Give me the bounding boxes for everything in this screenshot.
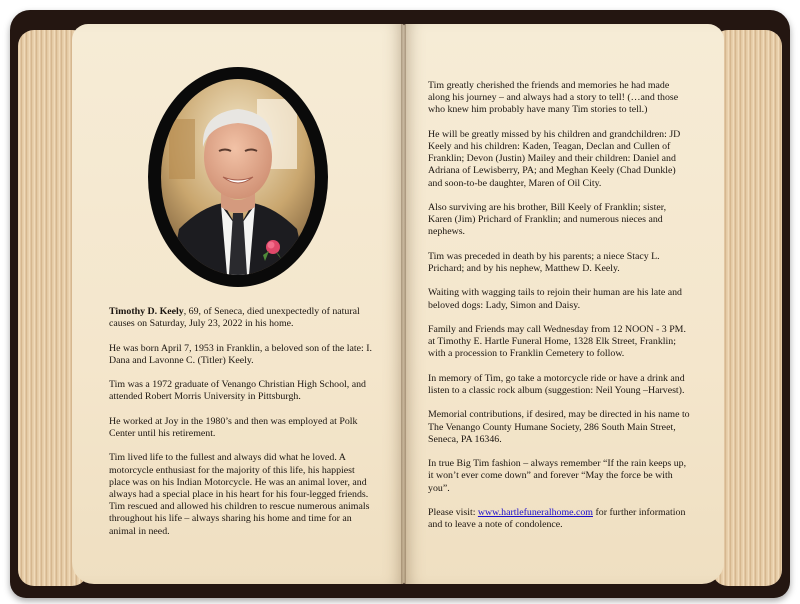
visit-suffix: for further information and to leave a note of condolence.: [428, 506, 686, 531]
visit-prefix: Please visit:: [428, 506, 478, 518]
visitation-paragraph: Family and Friends may call Wednesday from 12 NOON - 3 PM. at Timothy E. Hartle Funeral Home, 1328 Elk Street, Franklin; with a procession to Franklin Cemetery to follow.: [428, 323, 686, 360]
survivors-paragraph: Also surviving are his brother, Bill Keely of Franklin; sister, Karen (Jim) Prichard of Franklin; and numerous nieces and nephews.: [428, 202, 667, 238]
dogs-paragraph: Waiting with wagging tails to rejoin their human are his late and beloved dogs: Lady, Simon and Daisy.: [428, 287, 682, 311]
children-paragraph: He will be greatly missed by his children and grandchildren: JD Keely and his children: Kaden, Teagan, Declan and Cullen of Franklin; Devon (Justin) Mailey and their children: Daniel and Adriana of Lewisberry, PA; and Meghan Keely (Chad Dunkle) and soon-to-be daughter, Maren of Oil City.: [428, 128, 681, 189]
book-spine: [401, 24, 406, 584]
left-column-text: [109, 306, 377, 550]
memory-paragraph: In memory of Tim, go take a motorcycle ride or have a drink and listen to a classic rock album (suggestion: Neil Young –Harvest).: [428, 372, 685, 396]
intro-paragraph: [109, 306, 377, 330]
quote-paragraph: In true Big Tim fashion – always remember “If the rain keeps up, it won’t ever come down” and forever “May the force be with you”.: [428, 458, 687, 494]
employment-paragraph: He worked at Joy in the 1980’s and then was employed at Polk Center until his retirement.: [109, 415, 358, 439]
right-column-text: [428, 80, 690, 544]
contributions-paragraph: Memorial contributions, if desired, may be directed in his name to The Venango County Humane Society, 286 South Main Street, Seneca, PA 16346.: [428, 409, 690, 445]
visit-paragraph: [428, 507, 690, 531]
birth-paragraph: He was born April 7, 1953 in Franklin, a beloved son of the late: I. Dana and Lavonne C. (Titler) Keely.: [109, 342, 373, 366]
life-paragraph: Tim lived life to the fullest and always did what he loved. A motorcycle enthusiast for the majority of this life, his happiest place was on his Indian Motorcycle. He was an animal lover, and always had a special place in his heart for his four-legged friends. Tim rescued and allowed his children to rescue numerous animals throughout his life – always sharing his home and time for an animal in need.: [109, 452, 370, 537]
memories-paragraph: Tim greatly cherished the friends and memories he had made along his journey – and always had a story to tell! (…and those who knew him probably have many Tim stories to tell.): [428, 80, 679, 116]
portrait-photo: [161, 79, 315, 275]
funeral-home-link[interactable]: www.hartlefuneralhome.com: [477, 506, 593, 518]
education-paragraph: Tim was a 1972 graduate of Venango Christian High School, and attended Robert Morris University in Pittsburgh.: [109, 379, 366, 403]
preceded-paragraph: Tim was preceded in death by his parents; a niece Stacy L. Prichard; and by his nephew, Matthew D. Keely.: [428, 250, 660, 274]
intro-text: , 69, of Seneca, died unexpectedly of natural causes on Saturday, July 23, 2022 in his home.: [109, 306, 360, 330]
deceased-name: Timothy D. Keely: [109, 306, 184, 317]
